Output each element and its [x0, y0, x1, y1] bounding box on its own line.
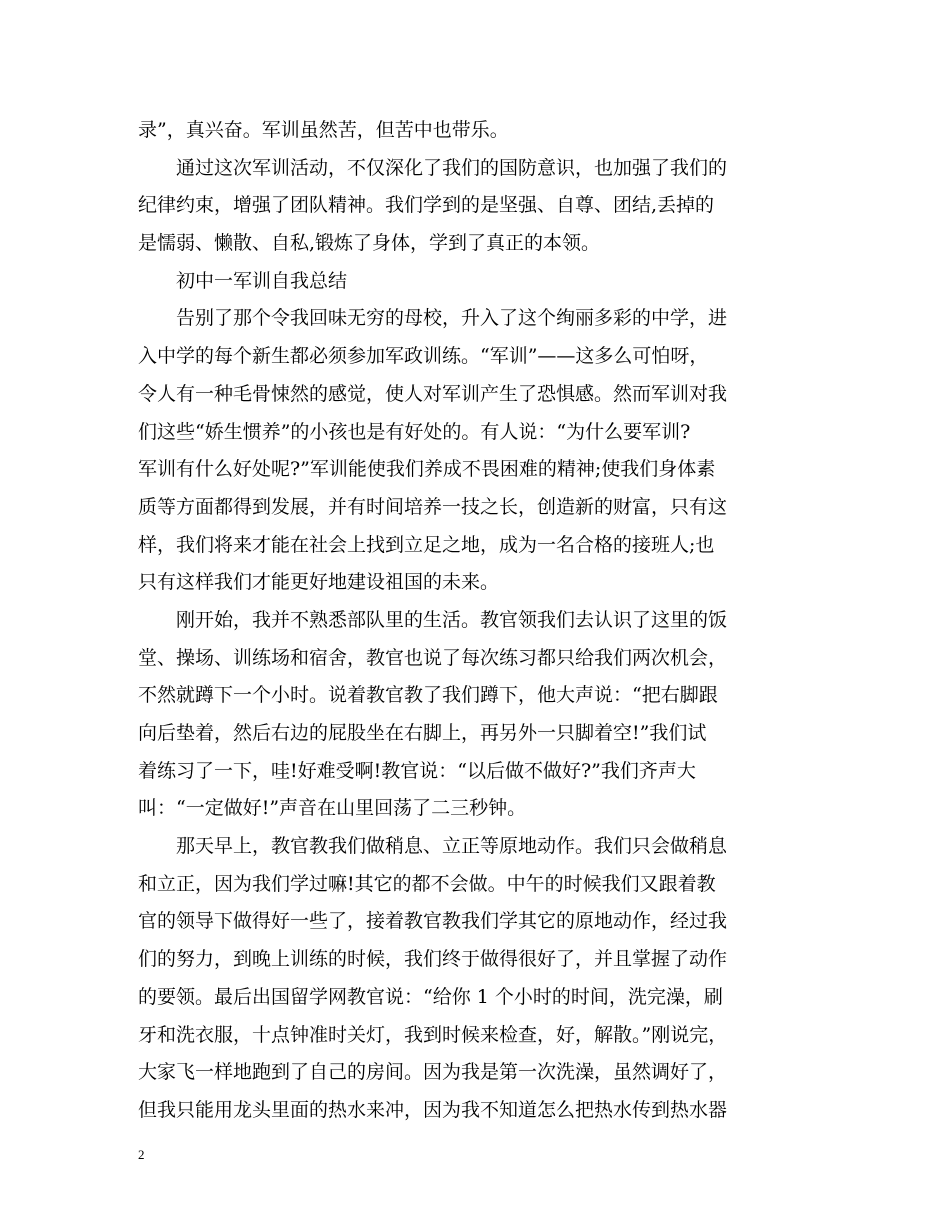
section-heading: 初中一军训自我总结	[138, 269, 348, 292]
text-line: 堂、操场、训练场和宿舍，教官也说了每次练习都只给我们两次机会，	[138, 646, 728, 669]
text-line: 不然就蹲下一个小时。说着教官教了我们蹲下，他大声说：“把右脚跟	[138, 684, 718, 707]
text-line: 通过这次军训活动，不仅深化了我们的国防意识，也加强了我们的	[138, 156, 728, 179]
text-line: 告别了那个令我回味无穷的母校，升入了这个绚丽多彩的中学，进	[138, 307, 728, 330]
text-line: 质等方面都得到发展，并有时间培养一技之长，创造新的财富，只有这	[138, 495, 728, 518]
text-line: 们这些“娇生惯养”的小孩也是有好处的。有人说：“为什么要军训?	[138, 420, 691, 443]
text-line: 和立正，因为我们学过嘛!其它的都不会做。中午的时候我们又跟着教	[138, 872, 716, 895]
text-line: 那天早上，教官教我们做稍息、立正等原地动作。我们只会做稍息	[138, 835, 728, 858]
text-line: 但我只能用龙头里面的热水来冲，因为我不知道怎么把热水传到热水器	[138, 1098, 728, 1121]
text-line: 刚开始，我并不熟悉部队里的生活。教官领我们去认识了这里的饭	[138, 608, 728, 631]
text-line: 样，我们将来才能在社会上找到立足之地，成为一名合格的接班人;也	[138, 533, 715, 556]
text-line: 着练习了一下，哇!好难受啊!教官说：“以后做不做好?”我们齐声大	[138, 759, 696, 782]
body-text	[138, 112, 828, 1130]
text-line: 令人有一种毛骨悚然的感觉，使人对军训产生了恐惧感。然而军训对我	[138, 382, 728, 405]
text-line: 大家飞一样地跑到了自己的房间。因为我是第一次洗澡，虽然调好了，	[138, 1061, 728, 1084]
text-line: 官的领导下做得好一些了，接着教官教我们学其它的原地动作，经过我	[138, 910, 728, 933]
text-line: 入中学的每个新生都必须参加军政训练。“军训”——这多么可怕呀，	[138, 345, 709, 368]
text-line: 的要领。最后出国留学网教官说：“给你 1 个小时的时间，洗完澡，刷	[138, 985, 723, 1008]
text-line: 录”，真兴奋。军训虽然苦，但苦中也带乐。	[138, 119, 509, 141]
text-line: 纪律约束，增强了团队精神。我们学到的是坚强、自尊、团结,丢掉的	[138, 194, 715, 217]
text-line: 叫：“一定做好!”声音在山里回荡了二三秒钟。	[138, 797, 527, 820]
text-line: 是懦弱、懒散、自私,锻炼了身体，学到了真正的本领。	[138, 232, 601, 255]
text-line: 向后垫着，然后右边的屁股坐在右脚上，再另外一只脚着空!”我们试	[138, 722, 707, 744]
text-line: 只有这样我们才能更好地建设祖国的未来。	[138, 571, 500, 594]
text-line: 们的努力，到晚上训练的时候，我们终于做得很好了，并且掌握了动作	[138, 948, 728, 971]
text-line: 牙和洗衣服，十点钟准时关灯，我到时候来检查，好，解散。”刚说完，	[138, 1023, 728, 1046]
text-line: 军训有什么好处呢?”军训能使我们养成不畏困难的精神;使我们身体素	[138, 458, 716, 481]
page-number: 2	[138, 1147, 145, 1162]
